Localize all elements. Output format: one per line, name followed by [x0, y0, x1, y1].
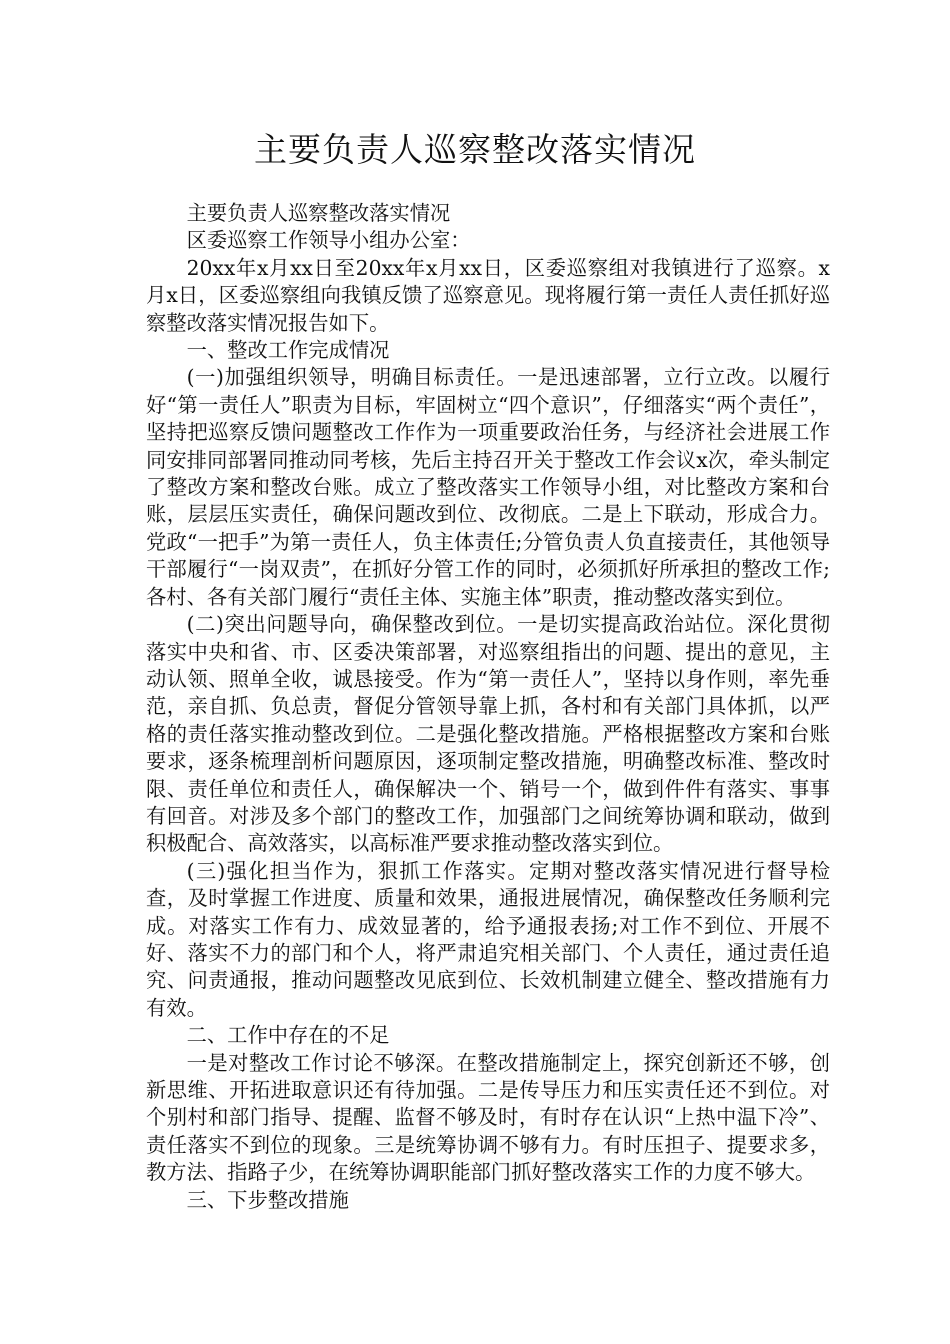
document-title: 主要负责人巡察整改落实情况	[254, 130, 696, 169]
body-paragraph-3: (三)强化担当作为，狠抓工作落实。定期对整改落实情况进行督导检查，及时掌握工作进度、质量和效果，通报进展情况，确保整改任务顺利完成。对落实工作有力、成效显著的，给予通报表扬;对工作不到位、开展不好、落实不力的部门和个人，将严肃追究相关部门、个人责任，通过责任追究、问责通报，推动问题整改见底到位、长效机制建立健全、整改措施有力有效。	[146, 858, 830, 1020]
body-paragraph-1: (一)加强组织领导，明确目标责任。一是迅速部署，立行立改。以履行好“第一责任人”职责为目标，牢固树立“四个意识”，仔细落实“两个责任”，坚持把巡察反馈问题整改工作作为一项重要政治任务，与经济社会进展工作同安排同部署同推动同考核，先后主持召开关于整改工作会议x次，牵头制定了整改方案和整改台账。成立了整改落实工作领导小组，对比整改方案和台账，层层压实责任，确保问题改到位、改彻底。二是上下联动，形成合力。党政“一把手”为第一责任人，负主体责任;分管负责人负直接责任，其他领导干部履行“一岗双责”，在抓好分管工作的同时，必须抓好所承担的整改工作;各村、各有关部门履行“责任主体、实施主体”职责，推动整改落实到位。	[146, 365, 830, 609]
body-paragraph-4: 一是对整改工作讨论不够深。在整改措施制定上，探究创新还不够，创新思维、开拓进取意识还有待加强。二是传导压力和压实责任还不到位。对个别村和部门指导、提醒、监督不够及时，有时存在认识“上热中温下冷”、责任落实不到位的现象。三是统筹协调不够有力。有时压担子、提要求多，教方法、指路子少，在统筹协调职能部门抓好整改落实工作的力度不够大。	[146, 1050, 830, 1185]
section-heading-2: 二、工作中存在的不足	[186, 1023, 390, 1048]
document-body	[146, 200, 830, 1214]
body-paragraph-2: (二)突出问题导向，确保整改到位。一是切实提高政治站位。深化贯彻落实中央和省、市、区委决策部署，对巡察组指出的问题、提出的意见，主动认领、照单全收，诚恳接受。作为“第一责任人”，坚持以身作则，率先垂范，亲自抓、负总责，督促分管领导靠上抓，各村和有关部门具体抓，以严格的责任落实推动整改到位。二是强化整改措施。严格根据整改方案和台账要求，逐条梳理剖析问题原因，逐项制定整改措施，明确整改标准、整改时限、责任单位和责任人，确保解决一个、销号一个，做到件件有落实、事事有回音。对涉及多个部门的整改工作，加强部门之间统筹协调和联动，做到积极配合、高效落实，以高标准严要求推动整改落实到位。	[146, 612, 830, 856]
addressee-line: 区委巡察工作领导小组办公室：	[186, 228, 471, 253]
heading-line: 主要负责人巡察整改落实情况	[186, 201, 451, 225]
intro-paragraph: 20xx年x月xx日至20xx年x月xx日，区委巡察组对我镇进行了巡察。x月x日，区委巡察组向我镇反馈了巡察意见。现将履行第一责任人责任抓好巡察整改落实情况报告如下。	[146, 255, 830, 335]
section-heading-3: 三、下步整改措施	[186, 1187, 349, 1212]
section-heading-1: 一、整改工作完成情况	[186, 338, 390, 363]
